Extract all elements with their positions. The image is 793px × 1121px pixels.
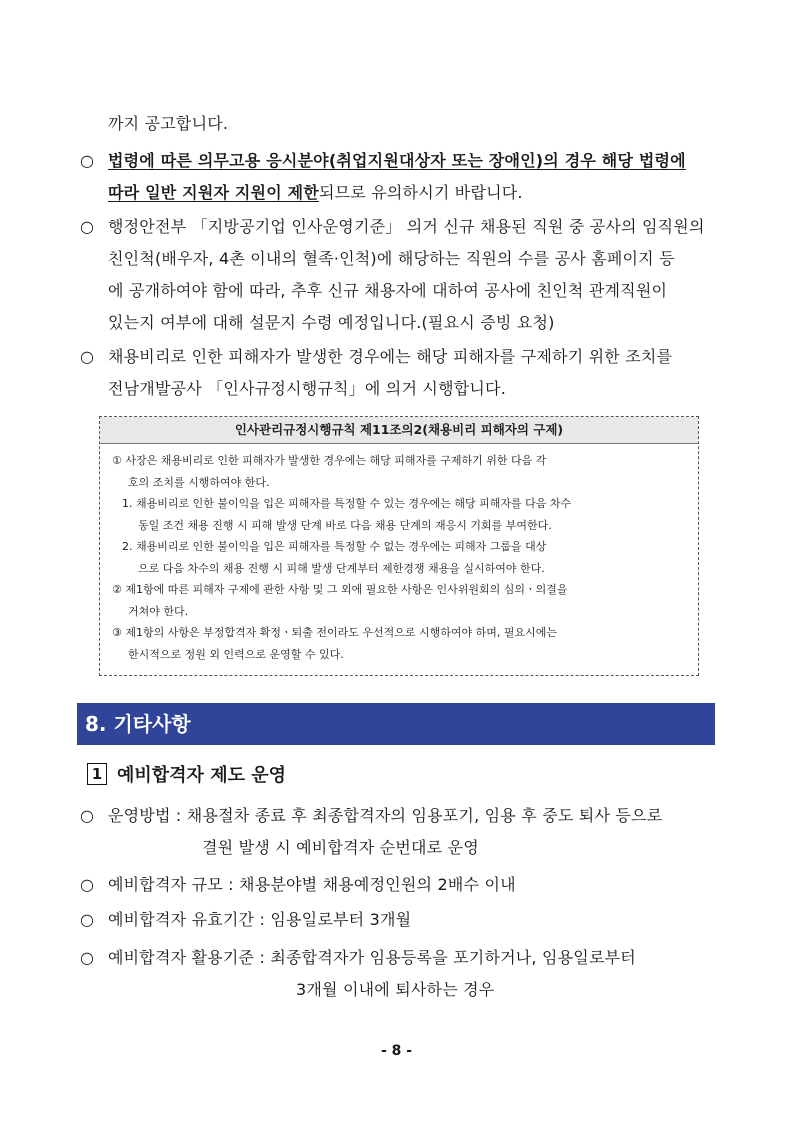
continuation-paragraph [80,108,720,140]
notice-bold-line-1: 법령에 따른 의무고용 응시분야(취업지원대상자 또는 장애인)의 경우 해당 법령에 [108,151,686,170]
regulation-line: 거쳐야 한다. [128,604,189,618]
regulation-line: 으로 다음 차수의 채용 진행 시 피해 발생 단계부터 제한경쟁 채용을 실시하여야 한다. [138,561,545,575]
reserve-item-validity [80,904,720,936]
bullet-circle: ○ [80,948,95,967]
item-line-1: 예비합격자 활용기준 : 최종합격자가 임용등록을 포기하거나, 임용일로부터 [108,948,636,967]
reserve-item-scale [80,869,720,901]
regulation-line: ③ 제1항의 사항은 부정합격자 확정ㆍ퇴출 전이라도 우선적으로 시행하여야 하며, 필요시에는 [112,626,557,639]
regulation-body [100,444,698,665]
bullet-circle: ○ [80,910,95,929]
item-line-1: 예비합격자 유효기간 : 임용일로부터 3개월 [108,910,412,929]
bullet-circle: ○ [80,875,95,894]
item-line-2: 3개월 이내에 퇴사하는 경우 [296,980,495,999]
bullet-circle: ○ [80,151,95,170]
page-number: - 8 - [380,1043,413,1059]
notice-bold-line-2: 따라 일반 지원자 지원이 제한 [108,183,319,202]
victim-line-2: 전남개발공사 「인사규정시행규칙」에 의거 시행합니다. [108,379,506,398]
regulation-line: ② 제1항에 따른 피해자 구제에 관한 사항 및 그 외에 필요한 사항은 인사위원회의 심의ㆍ의결을 [112,583,568,596]
relatives-line-2: 친인척(배우자, 4촌 이내의 혈족·인척)에 해당하는 직원의 수를 공사 홈페이지 등 [108,249,675,268]
regulation-line: 2. 채용비리로 인한 불이익을 입은 피해자를 특정할 수 없는 경우에는 피해자 그룹을 대상 [122,540,547,553]
bullet-circle: ○ [80,347,95,366]
relatives-line-3: 에 공개하여야 함에 따라, 추후 신규 채용자에 대하여 공사에 친인척 관계직원이 [108,281,668,300]
subsection-title: 예비합격자 제도 운영 [117,765,287,786]
regulation-title: 인사관리규정시행규칙 제11조의2(채용비리 피해자의 구제) [100,417,698,444]
continuation-line: 까지 공고합니다. [108,114,229,133]
relatives-line-1: 행정안전부 「지방공기업 인사운영기준」 의거 신규 채용된 직원 중 공사의 임직원의 [108,217,705,236]
section-header-8: 8. 기타사항 [77,703,715,745]
relatives-line-4: 있는지 여부에 대해 설문지 수령 예정입니다.(필요시 증빙 요청) [108,313,555,332]
regulation-line: ① 사장은 채용비리로 인한 피해자가 발생한 경우에는 해당 피해자를 구제하기 위한 다음 각 [112,454,547,467]
regulation-line: 한시적으로 정원 외 인력으로 운영할 수 있다. [128,647,344,661]
subsection-heading [87,762,286,790]
notice-rest-line-2: 되므로 유의하시기 바랍니다. [318,183,523,202]
bullet-circle: ○ [80,806,95,825]
regulation-line: 1. 채용비리로 인한 불이익을 입은 피해자를 특정할 수 있는 경우에는 해당 피해자를 다음 차수 [122,497,572,510]
reserve-item-operation [80,800,720,864]
mandatory-employment-notice [80,145,720,209]
victim-relief-paragraph [80,341,720,405]
item-line-2: 결원 발생 시 예비합격자 순번대로 운영 [202,838,479,857]
regulation-line: 동일 조건 채용 진행 시 피해 발생 단계 바로 다음 채용 단계의 재응시 기회를 부여한다. [138,518,552,532]
relatives-disclosure-paragraph [80,211,720,339]
reserve-item-criteria [80,942,720,1006]
item-line-1: 운영방법 : 채용절차 종료 후 최종합격자의 임용포기, 임용 후 중도 퇴사 등으로 [108,806,663,825]
regulation-excerpt-box [99,416,699,676]
victim-line-1: 채용비리로 인한 피해자가 발생한 경우에는 해당 피해자를 구제하기 위한 조치를 [108,347,673,366]
subsection-number-box: 1 [87,763,107,785]
bullet-circle: ○ [80,217,95,236]
regulation-line: 호의 조치를 시행하여야 한다. [128,475,270,489]
item-line-1: 예비합격자 규모 : 채용분야별 채용예정인원의 2배수 이내 [108,875,516,894]
